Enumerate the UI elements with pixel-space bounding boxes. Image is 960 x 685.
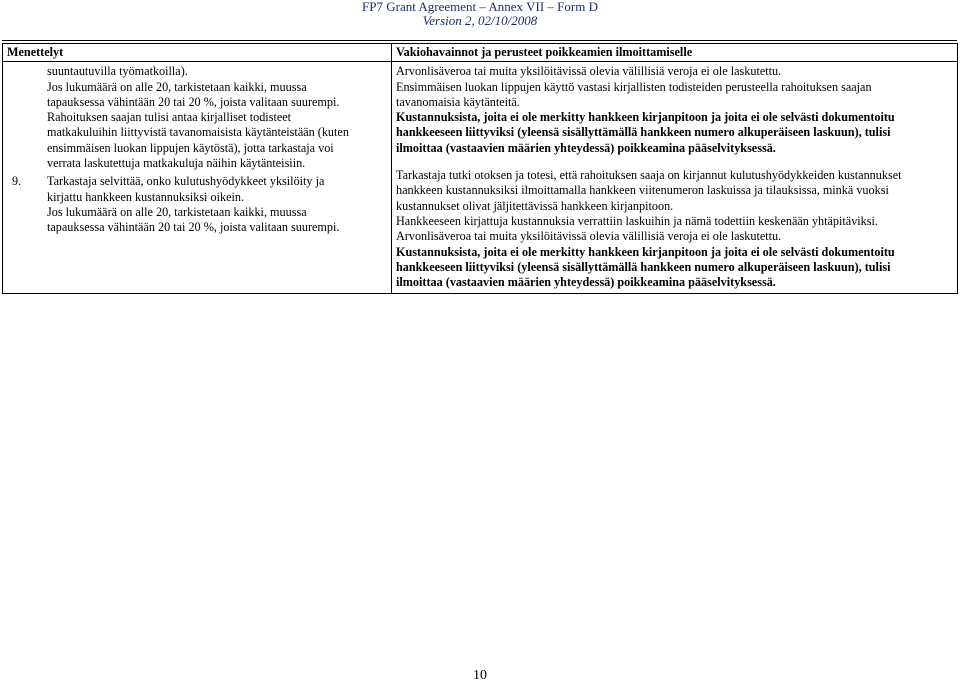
procedures-table (2, 43, 958, 294)
procedure-text-line: Jos lukumäärä on alle 20, tarkistetaan kaikki, muussa (47, 79, 307, 94)
procedure-text-line: ensimmäisen luokan lippujen käytöstä), jotta tarkastaja voi (47, 140, 334, 155)
finding-text-line: kustannukset olivat jäljitettävissä hankkeen kirjanpitoon. (396, 198, 674, 213)
exception-text-line: ilmoittaa (vastaavien määrien yhteydessä) poikkeamina pääselvityksessä. (396, 275, 776, 290)
procedure-item-9 (7, 174, 387, 189)
exception-text-line: Kustannuksista, joita ei ole merkitty hankkeen kirjanpitoon ja joita ei ole selvästi dokumentoitu (396, 244, 895, 259)
finding-text-line: Tarkastaja tutki otoksen ja totesi, että rahoituksen saaja on kirjannut kulutushyödykkeiden kustannukset (396, 168, 902, 183)
procedure-text-line: tapauksessa vähintään 20 tai 20 %, joista valitaan suurempi. (47, 94, 340, 109)
procedure-text-line: verrata laskutettuja matkakuluja näihin käytänteisiin. (47, 156, 306, 171)
table-header-row (3, 44, 958, 62)
exception-text-line: hankkeeseen liittyviksi (yleensä sisällyttämällä hankkeen numero alkuperäiseen laskuun), tulisi (396, 125, 891, 140)
procedure-text-line: Rahoituksen saajan tulisi antaa kirjalliset todisteet (47, 110, 292, 125)
exception-text-line: Kustannuksista, joita ei ole merkitty hankkeen kirjanpitoon ja joita ei ole selvästi dokumentoitu (396, 110, 895, 125)
procedure-number: 9. (12, 174, 22, 189)
finding-text-line: tavanomaisia käytänteitä. (396, 94, 520, 109)
procedure-text-line: Tarkastaja selvittää, onko kulutushyödykkeet yksilöity ja (47, 174, 325, 189)
column-header-findings: Vakiohavainnot ja perusteet poikkeamien ilmoittamiselle (392, 44, 958, 62)
finding-text-line: Hankkeeseen kirjattuja kustannuksia verrattiin laskuihin ja nämä todettiin keskenään yhtäpitäviksi. (396, 213, 878, 228)
procedure-text-line: matkakuluihin liittyvistä tavanomaisista käytänteistään (kuten (47, 125, 349, 140)
document-version: Version 2, 02/10/2008 (422, 13, 538, 28)
page-number: 10 (473, 668, 487, 683)
findings-cell (392, 62, 958, 294)
exception-text-line: ilmoittaa (vastaavien määrien yhteydessä) poikkeamina pääselvityksessä. (396, 140, 776, 155)
procedure-text-line: tapauksessa vähintään 20 tai 20 %, joista valitaan suurempi. (47, 220, 340, 235)
procedures-cell (3, 62, 392, 294)
header-rule (2, 40, 957, 41)
finding-text-line: hankkeen kustannuksiksi ilmoittamalla hankkeen viitenumeron laskuissa ja tilauksissa, minkä vuoksi (396, 183, 889, 198)
finding-text-line: Ensimmäisen luokan lippujen käyttö vastasi kirjallisten todisteiden perusteella rahoituksen saajan (396, 79, 872, 94)
finding-text-line: Arvonlisäveroa tai muita yksilöitävissä olevia välillisiä veroja ei ole laskutettu. (396, 229, 782, 244)
exception-text-line: hankkeeseen liittyviksi (yleensä sisällyttämällä hankkeen numero alkuperäiseen laskuun), tulisi (396, 259, 891, 274)
table-row (3, 62, 958, 294)
finding-text-line: Arvonlisäveroa tai muita yksilöitävissä olevia välillisiä veroja ei ole laskutettu. (396, 64, 782, 79)
procedure-text-line: kirjattu hankkeen kustannuksiksi oikein. (47, 189, 244, 204)
document-title: FP7 Grant Agreement – Annex VII – Form D (362, 0, 598, 14)
procedure-text-line: Jos lukumäärä on alle 20, tarkistetaan kaikki, muussa (47, 204, 307, 219)
procedure-text-line: suuntautuvilla työmatkoilla). (47, 64, 188, 79)
column-header-procedures: Menettelyt (3, 44, 392, 62)
